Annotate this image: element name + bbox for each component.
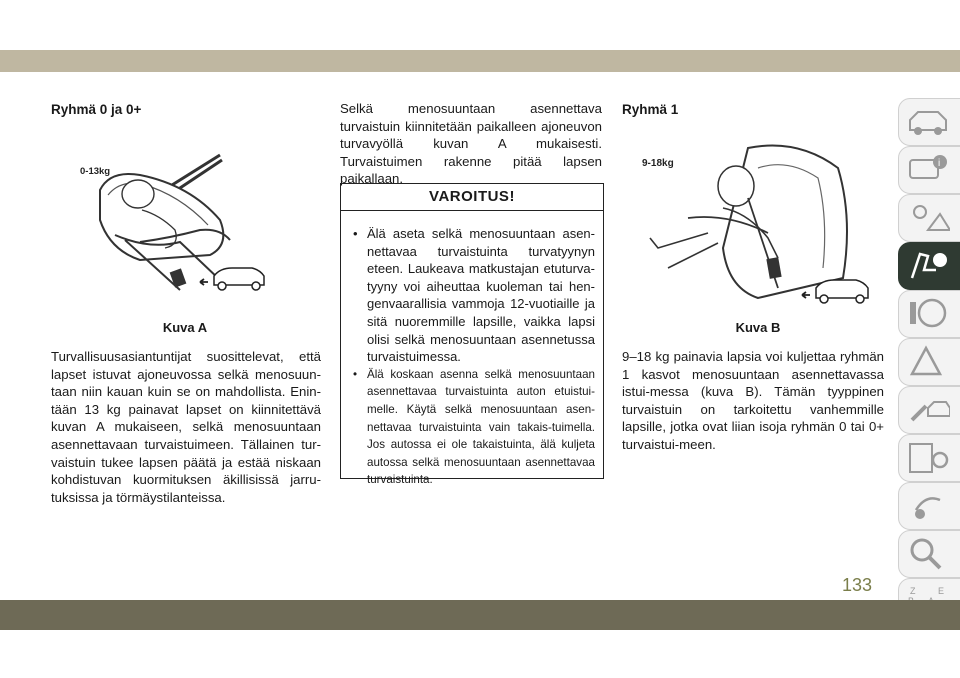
music-signal-icon bbox=[906, 488, 950, 522]
info-car-icon bbox=[906, 152, 950, 186]
svg-text:i: i bbox=[938, 158, 941, 169]
figure-weight-label: 0-13kg bbox=[80, 166, 111, 177]
svg-text:E: E bbox=[938, 586, 945, 596]
warning-item: • Älä koskaan asenna selkä menosuuntaan asennettavaa turvaistuinta auton etuistui-melle. Käytä selkä menosuuntaan asen-nettavaa turvaistuinta vain takais-tuimella. Jos autossa ei ole takaistuinta, älä kuljeta autossa selkä menosuuntaan asennettavaa turvaistuinta. bbox=[367, 366, 595, 489]
right-body-text bbox=[622, 348, 884, 454]
car-icon bbox=[906, 104, 950, 138]
tab-emergency[interactable] bbox=[898, 336, 960, 386]
tab-search[interactable] bbox=[898, 528, 960, 578]
magnifier-icon bbox=[906, 536, 950, 570]
tab-maintenance[interactable] bbox=[898, 384, 960, 434]
header-band bbox=[0, 50, 960, 72]
warning-title: VAROITUS! bbox=[341, 184, 603, 211]
tab-specifications[interactable] bbox=[898, 432, 960, 482]
warning-light-icon bbox=[906, 200, 950, 234]
svg-text:Z: Z bbox=[910, 586, 916, 596]
forward-facing-seat-figure bbox=[628, 138, 883, 308]
rear-facing-seat-figure bbox=[80, 150, 305, 295]
tab-multimedia[interactable] bbox=[898, 480, 960, 530]
warning-item: • Älä aseta selkä menosuuntaan asen-nettavaa turvaistuinta turvatyynyn eteen. Laukeava matkustajan etuturva-tyyny voi aiheuttaa kuoleman tai hen-genvaarallisia vammoja 12-vuotiaille ja sitä nuoremmille lapsille, vaikka lapsi olisi selkä menosuuntaan asennetussa turvaistuimessa. bbox=[367, 225, 595, 366]
tab-safety[interactable] bbox=[898, 240, 960, 290]
left-paragraph: Turvallisuusasiantuntijat suosittelevat, että lapset istuvat ajoneuvossa selkä menosuun-taan niin kauan kuin se on mahdollista. Enin-tään 13 kg painavat lapset on kiinnitettävä kuvan A mukaiseen, selkä menosuuntaan asennettavaan turvaistuimeen. Tällainen tur-vaistuin tukee lapsen päätä ja estää niskaan kohdistuvan kuormituksen äkillisissä jarru-tuksissa ja törmäystilanteissa. bbox=[51, 349, 321, 505]
figure-weight-label: 9-18kg bbox=[642, 158, 674, 169]
warning-box bbox=[340, 183, 604, 487]
middle-paragraph: Selkä menosuuntaan asennettava turvaistuin kiinnitetään paikalleen ajoneuvon turvavyöllä kuvan A mukaisesti. Turvaistuimen rakenne pitää lapsen paikallaan. bbox=[340, 101, 602, 187]
tab-warnings[interactable] bbox=[898, 192, 960, 242]
tab-dashboard[interactable] bbox=[898, 144, 960, 194]
figure-caption-b: Kuva B bbox=[735, 320, 781, 335]
airbag-seat-icon bbox=[906, 248, 950, 282]
heading-group-0: Ryhmä 0 ja 0+ bbox=[51, 102, 142, 117]
tab-vehicle[interactable] bbox=[898, 96, 960, 146]
wrench-car-icon bbox=[906, 392, 950, 426]
footer-band bbox=[0, 600, 960, 630]
emergency-triangle-icon bbox=[906, 344, 950, 378]
page-number: 133 bbox=[842, 575, 873, 595]
tab-driving[interactable] bbox=[898, 288, 960, 338]
heading-group-1: Ryhmä 1 bbox=[622, 102, 679, 117]
warning-list bbox=[341, 211, 603, 489]
middle-body-text bbox=[340, 100, 602, 188]
right-paragraph: 9–18 kg painavia lapsia voi kuljettaa ryhmän 1 kasvot menosuuntaan asennettavassa istui-messa (kuva B). Tämän tyyppinen turvaistuin on tarkoitettu vanhemmille lapsille, jotka ovat liian isoja ryhmän 0 tai 0+ turvaistui-meen. bbox=[622, 349, 884, 452]
left-body-text bbox=[51, 348, 321, 506]
steering-wheel-icon bbox=[906, 296, 950, 330]
list-gear-icon bbox=[906, 440, 950, 474]
figure-caption-a: Kuva A bbox=[162, 320, 208, 335]
